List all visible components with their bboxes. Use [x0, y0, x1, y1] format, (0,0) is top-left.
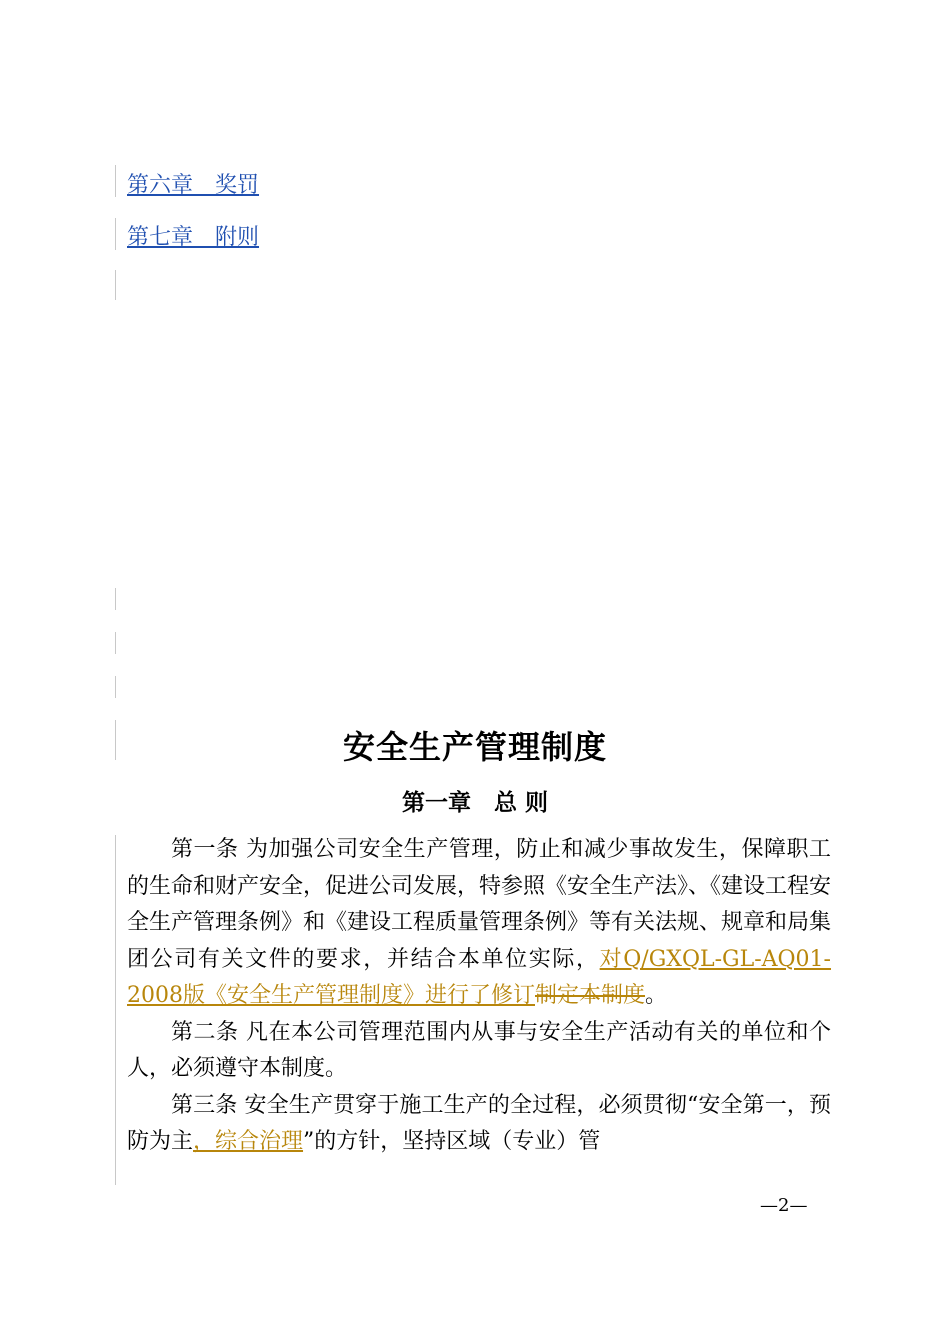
article-2-text: 第二条 凡在本公司管理范围内从事与安全生产活动有关的单位和个人，必须遵守本制度。 [127, 1019, 831, 1081]
toc-link-chapter-6[interactable]: 第六章 奖罚 [127, 173, 260, 198]
toc-link-chapter-7[interactable]: 第七章 附则 [127, 225, 260, 250]
change-bar [115, 676, 116, 698]
change-bar [115, 632, 116, 654]
article-2 [127, 1015, 831, 1088]
change-bar [115, 270, 116, 300]
document-body [127, 832, 831, 1161]
change-bar [115, 588, 116, 610]
revision-insertion: 对Q/GXQL-GL-AQ01-2008版《安全生产管理制度》进行了修订 [127, 946, 831, 1008]
change-bar [115, 165, 116, 197]
article-1 [127, 832, 831, 1015]
article-1-end: 。 [645, 983, 668, 1008]
article-3-text: 第三条 安全生产贯穿于施工生产的全过程，必须贯彻“安全第一，预防为主 [127, 1092, 831, 1154]
change-bar [115, 835, 116, 1185]
revision-deletion: 制定本制度 [535, 983, 646, 1008]
revision-insertion: ，综合治理 [193, 1129, 304, 1154]
change-bar [115, 218, 116, 250]
article-1-text: 第一条 为加强公司安全生产管理，防止和减少事故发生，保障职工的生命和财产安全，促进公司发展，特参照《安全生产法》、《建设工程安全生产管理条例》和《建设工程质量管理条例》等有关法规、规章和局集团公司有关文件的要求，并结合本单位实际， [127, 837, 832, 972]
page-number: —2— [760, 1195, 808, 1216]
article-3-end: ”的方针，坚持区域（专业）管 [303, 1129, 601, 1154]
chapter-heading: 第一章 总 则 [401, 789, 548, 816]
document-title: 安全生产管理制度 [342, 728, 607, 766]
article-3 [127, 1088, 831, 1161]
